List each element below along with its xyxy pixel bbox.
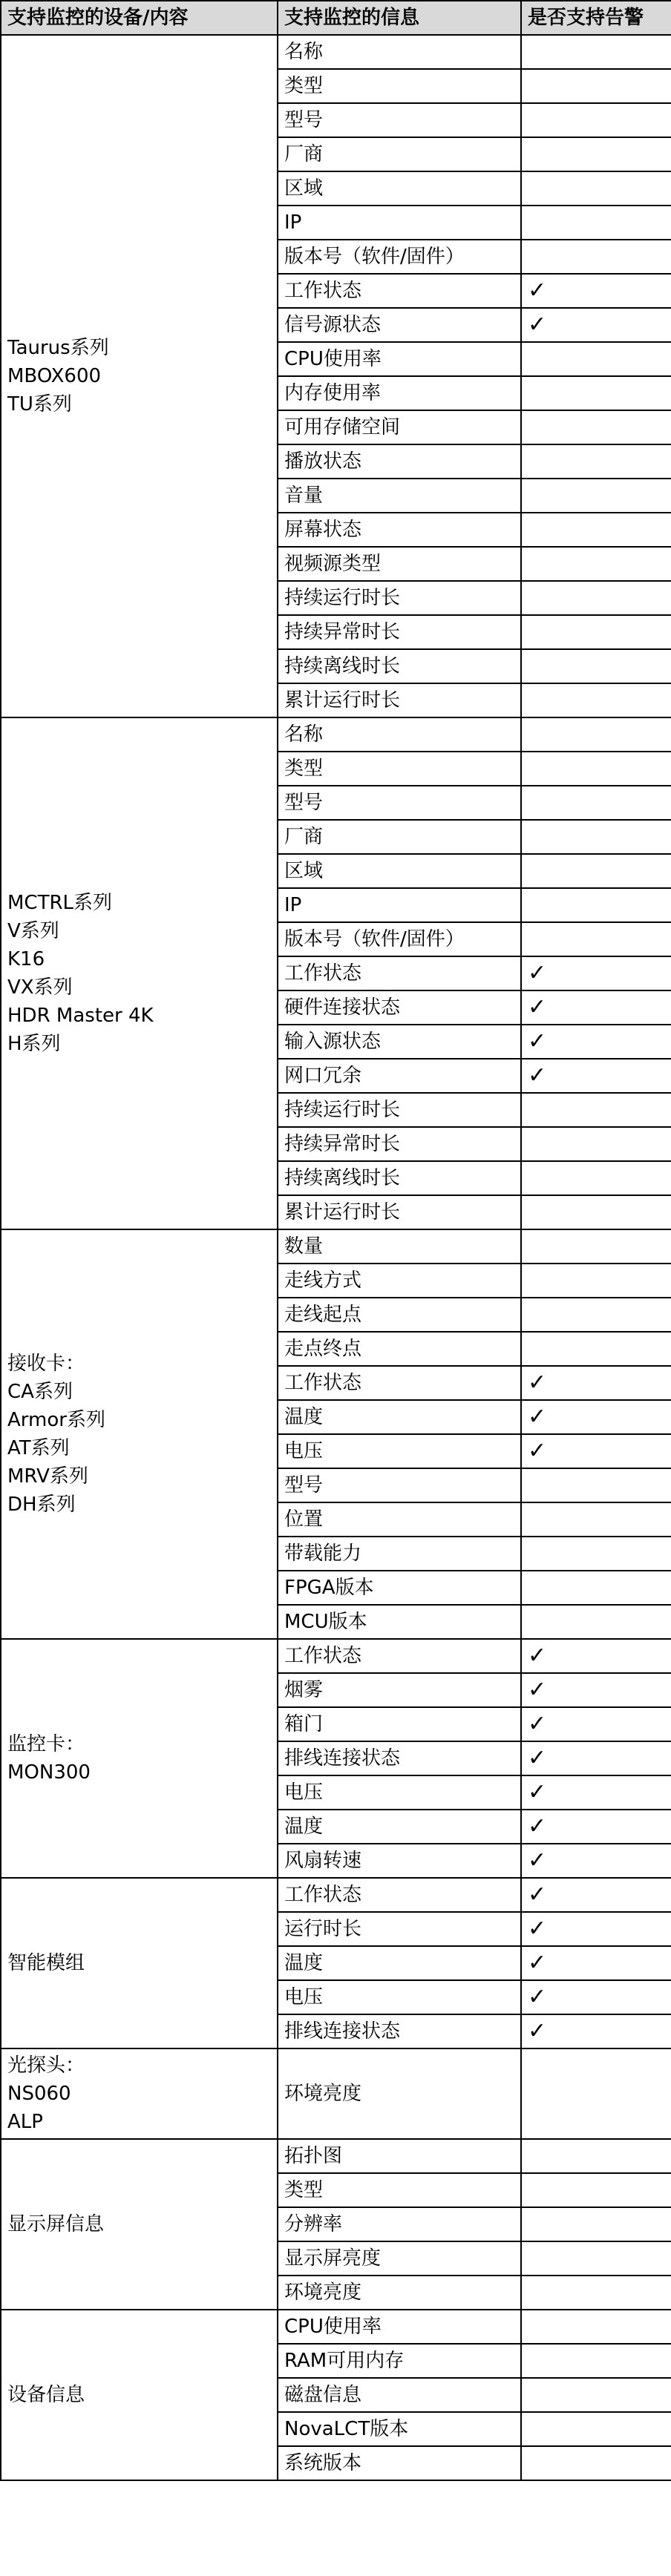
alarm-check-icon: ✓ bbox=[521, 274, 671, 308]
info-cell: 电压 bbox=[278, 1980, 521, 2014]
info-cell: 温度 bbox=[278, 1946, 521, 1980]
header-info-column: 支持监控的信息 bbox=[278, 1, 521, 35]
device-name-line: CA系列 bbox=[7, 1381, 73, 1403]
device-cell bbox=[1, 2048, 278, 2139]
table-row bbox=[1, 2048, 671, 2139]
alarm-check-icon: ✓ bbox=[521, 1775, 671, 1810]
alarm-cell-empty bbox=[521, 2310, 671, 2344]
table-row bbox=[1, 1639, 671, 1673]
info-cell: 区域 bbox=[278, 854, 521, 888]
alarm-cell-empty bbox=[521, 922, 671, 956]
alarm-check-icon: ✓ bbox=[521, 1980, 671, 2014]
info-cell: 厂商 bbox=[278, 137, 521, 171]
alarm-check-icon: ✓ bbox=[521, 1946, 671, 1980]
info-cell: 走点终点 bbox=[278, 1332, 521, 1366]
alarm-cell-empty bbox=[521, 888, 671, 922]
info-cell: 电压 bbox=[278, 1775, 521, 1810]
info-cell: 工作状态 bbox=[278, 1366, 521, 1400]
alarm-cell-empty bbox=[521, 137, 671, 171]
info-cell: 显示屏亮度 bbox=[278, 2241, 521, 2276]
device-name-line: 智能模组 bbox=[7, 1952, 85, 1974]
alarm-cell-empty bbox=[521, 1468, 671, 1502]
alarm-cell-empty bbox=[521, 410, 671, 444]
alarm-cell-empty bbox=[521, 1195, 671, 1229]
info-cell: 排线连接状态 bbox=[278, 2014, 521, 2048]
info-cell: 系统版本 bbox=[278, 2446, 521, 2480]
alarm-cell-empty bbox=[521, 615, 671, 649]
info-cell: 环境亮度 bbox=[278, 2276, 521, 2310]
alarm-cell-empty bbox=[521, 479, 671, 513]
alarm-check-icon: ✓ bbox=[521, 1400, 671, 1434]
info-cell: 运行时长 bbox=[278, 1912, 521, 1946]
info-cell: 累计运行时长 bbox=[278, 1195, 521, 1229]
alarm-check-icon: ✓ bbox=[521, 1810, 671, 1844]
alarm-cell-empty bbox=[521, 444, 671, 479]
info-cell: 拓扑图 bbox=[278, 2139, 521, 2173]
info-cell: 屏幕状态 bbox=[278, 513, 521, 547]
alarm-cell-empty bbox=[521, 2241, 671, 2276]
alarm-check-icon: ✓ bbox=[521, 1878, 671, 1912]
alarm-check-icon: ✓ bbox=[521, 956, 671, 990]
alarm-check-icon: ✓ bbox=[521, 1912, 671, 1946]
info-cell: 风扇转速 bbox=[278, 1844, 521, 1878]
device-cell bbox=[1, 1639, 278, 1878]
info-cell: 厂商 bbox=[278, 820, 521, 854]
device-name-line: MON300 bbox=[7, 1761, 91, 1784]
alarm-cell-empty bbox=[521, 2344, 671, 2378]
device-name-line: MBOX600 bbox=[7, 365, 102, 387]
alarm-check-icon: ✓ bbox=[521, 1639, 671, 1673]
table-body bbox=[1, 35, 671, 2480]
device-name-line: ALP bbox=[7, 2111, 43, 2133]
info-cell: 累计运行时长 bbox=[278, 683, 521, 717]
info-cell: 名称 bbox=[278, 717, 521, 752]
alarm-cell-empty bbox=[521, 2173, 671, 2207]
alarm-cell-empty bbox=[521, 103, 671, 137]
alarm-cell-empty bbox=[521, 1161, 671, 1195]
alarm-cell-empty bbox=[521, 1229, 671, 1264]
info-cell: 型号 bbox=[278, 786, 521, 820]
info-cell: 类型 bbox=[278, 752, 521, 786]
info-cell: 工作状态 bbox=[278, 1639, 521, 1673]
info-cell: 走线起点 bbox=[278, 1298, 521, 1332]
info-cell: IP bbox=[278, 206, 521, 240]
alarm-cell-empty bbox=[521, 1127, 671, 1161]
info-cell: 网口冗余 bbox=[278, 1059, 521, 1093]
table-header bbox=[1, 1, 671, 35]
alarm-cell-empty bbox=[521, 206, 671, 240]
info-cell: 音量 bbox=[278, 479, 521, 513]
alarm-check-icon: ✓ bbox=[521, 1707, 671, 1741]
alarm-cell-empty bbox=[521, 1537, 671, 1571]
info-cell: MCU版本 bbox=[278, 1605, 521, 1639]
alarm-cell-empty bbox=[521, 1571, 671, 1605]
alarm-cell-empty bbox=[521, 820, 671, 854]
alarm-cell-empty bbox=[521, 2446, 671, 2480]
table-row bbox=[1, 35, 671, 69]
device-cell bbox=[1, 35, 278, 717]
alarm-cell-empty bbox=[521, 1298, 671, 1332]
info-cell: 硬件连接状态 bbox=[278, 990, 521, 1025]
alarm-cell-empty bbox=[521, 1605, 671, 1639]
info-cell: 型号 bbox=[278, 1468, 521, 1502]
alarm-check-icon: ✓ bbox=[521, 1434, 671, 1468]
alarm-cell-empty bbox=[521, 35, 671, 69]
info-cell: 名称 bbox=[278, 35, 521, 69]
info-cell: 视频源类型 bbox=[278, 547, 521, 581]
info-cell: 播放状态 bbox=[278, 444, 521, 479]
header-row bbox=[1, 1, 671, 35]
alarm-check-icon: ✓ bbox=[521, 1673, 671, 1707]
alarm-cell-empty bbox=[521, 547, 671, 581]
alarm-cell-empty bbox=[521, 2378, 671, 2412]
alarm-cell-empty bbox=[521, 2207, 671, 2241]
alarm-cell-empty bbox=[521, 2048, 671, 2139]
device-name-line: K16 bbox=[7, 948, 45, 970]
alarm-cell-empty bbox=[521, 752, 671, 786]
alarm-cell-empty bbox=[521, 2139, 671, 2173]
info-cell: 版本号（软件/固件） bbox=[278, 240, 521, 274]
info-cell: 类型 bbox=[278, 69, 521, 103]
table-row bbox=[1, 1878, 671, 1912]
device-cell bbox=[1, 1878, 278, 2048]
info-cell: 箱门 bbox=[278, 1707, 521, 1741]
info-cell: NovaLCT版本 bbox=[278, 2412, 521, 2446]
device-name-line: DH系列 bbox=[7, 1494, 76, 1516]
alarm-cell-empty bbox=[521, 376, 671, 410]
info-cell: 输入源状态 bbox=[278, 1025, 521, 1059]
info-cell: 电压 bbox=[278, 1434, 521, 1468]
alarm-cell-empty bbox=[521, 1502, 671, 1537]
alarm-cell-empty bbox=[521, 1264, 671, 1298]
device-name-line: Taurus系列 bbox=[7, 337, 109, 359]
info-cell: 信号源状态 bbox=[278, 308, 521, 342]
alarm-cell-empty bbox=[521, 649, 671, 683]
alarm-cell-empty bbox=[521, 69, 671, 103]
device-name-line: 设备信息 bbox=[7, 2384, 85, 2406]
alarm-check-icon: ✓ bbox=[521, 1025, 671, 1059]
info-cell: 温度 bbox=[278, 1810, 521, 1844]
header-device-column: 支持监控的设备/内容 bbox=[1, 1, 278, 35]
alarm-check-icon: ✓ bbox=[521, 1366, 671, 1400]
alarm-check-icon: ✓ bbox=[521, 308, 671, 342]
alarm-check-icon: ✓ bbox=[521, 990, 671, 1025]
info-cell: 型号 bbox=[278, 103, 521, 137]
table-row bbox=[1, 2139, 671, 2173]
info-cell: 工作状态 bbox=[278, 1878, 521, 1912]
device-name-line: H系列 bbox=[7, 1033, 61, 1055]
info-cell: 分辨率 bbox=[278, 2207, 521, 2241]
info-cell: 磁盘信息 bbox=[278, 2378, 521, 2412]
alarm-check-icon: ✓ bbox=[521, 1059, 671, 1093]
info-cell: 版本号（软件/固件） bbox=[278, 922, 521, 956]
alarm-cell-empty bbox=[521, 717, 671, 752]
alarm-cell-empty bbox=[521, 786, 671, 820]
device-name-line: 显示屏信息 bbox=[7, 2213, 105, 2235]
device-name-line: HDR Master 4K bbox=[7, 1005, 154, 1027]
info-cell: 持续异常时长 bbox=[278, 615, 521, 649]
table-row bbox=[1, 717, 671, 752]
info-cell: CPU使用率 bbox=[278, 2310, 521, 2344]
alarm-cell-empty bbox=[521, 2412, 671, 2446]
info-cell: 可用存储空间 bbox=[278, 410, 521, 444]
info-cell: 工作状态 bbox=[278, 274, 521, 308]
info-cell: FPGA版本 bbox=[278, 1571, 521, 1605]
info-cell: 带载能力 bbox=[278, 1537, 521, 1571]
info-cell: RAM可用内存 bbox=[278, 2344, 521, 2378]
alarm-check-icon: ✓ bbox=[521, 2014, 671, 2048]
info-cell: 持续运行时长 bbox=[278, 1093, 521, 1127]
device-name-line: V系列 bbox=[7, 920, 59, 942]
info-cell: 温度 bbox=[278, 1400, 521, 1434]
alarm-cell-empty bbox=[521, 683, 671, 717]
info-cell: 数量 bbox=[278, 1229, 521, 1264]
table-row bbox=[1, 2310, 671, 2344]
info-cell: CPU使用率 bbox=[278, 342, 521, 376]
info-cell: 持续离线时长 bbox=[278, 649, 521, 683]
info-cell: 持续异常时长 bbox=[278, 1127, 521, 1161]
alarm-cell-empty bbox=[521, 2276, 671, 2310]
info-cell: 持续运行时长 bbox=[278, 581, 521, 615]
device-cell bbox=[1, 717, 278, 1229]
header-alarm-column: 是否支持告警 bbox=[521, 1, 671, 35]
device-cell bbox=[1, 2310, 278, 2480]
info-cell: 类型 bbox=[278, 2173, 521, 2207]
info-cell: 工作状态 bbox=[278, 956, 521, 990]
device-name-line: 接收卡： bbox=[7, 1353, 85, 1375]
device-name-line: Armor系列 bbox=[7, 1409, 105, 1431]
alarm-check-icon: ✓ bbox=[521, 1741, 671, 1775]
alarm-cell-empty bbox=[521, 240, 671, 274]
alarm-cell-empty bbox=[521, 1332, 671, 1366]
alarm-cell-empty bbox=[521, 1093, 671, 1127]
device-name-line: MRV系列 bbox=[7, 1465, 88, 1488]
table-row bbox=[1, 1229, 671, 1264]
info-cell: IP bbox=[278, 888, 521, 922]
info-cell: 持续离线时长 bbox=[278, 1161, 521, 1195]
device-cell bbox=[1, 2139, 278, 2310]
device-name-line: AT系列 bbox=[7, 1437, 70, 1459]
info-cell: 位置 bbox=[278, 1502, 521, 1537]
alarm-cell-empty bbox=[521, 513, 671, 547]
device-name-line: NS060 bbox=[7, 2083, 71, 2105]
device-name-line: MCTRL系列 bbox=[7, 892, 113, 914]
alarm-cell-empty bbox=[521, 342, 671, 376]
info-cell: 区域 bbox=[278, 171, 521, 206]
alarm-cell-empty bbox=[521, 171, 671, 206]
alarm-check-icon: ✓ bbox=[521, 1844, 671, 1878]
device-name-line: 监控卡： bbox=[7, 1733, 85, 1755]
info-cell: 排线连接状态 bbox=[278, 1741, 521, 1775]
info-cell: 环境亮度 bbox=[278, 2048, 521, 2139]
device-cell bbox=[1, 1229, 278, 1639]
alarm-cell-empty bbox=[521, 581, 671, 615]
info-cell: 烟雾 bbox=[278, 1673, 521, 1707]
info-cell: 内存使用率 bbox=[278, 376, 521, 410]
device-name-line: 光探头： bbox=[7, 2054, 85, 2077]
device-name-line: TU系列 bbox=[7, 393, 72, 415]
info-cell: 走线方式 bbox=[278, 1264, 521, 1298]
alarm-cell-empty bbox=[521, 854, 671, 888]
device-name-line: VX系列 bbox=[7, 976, 73, 999]
